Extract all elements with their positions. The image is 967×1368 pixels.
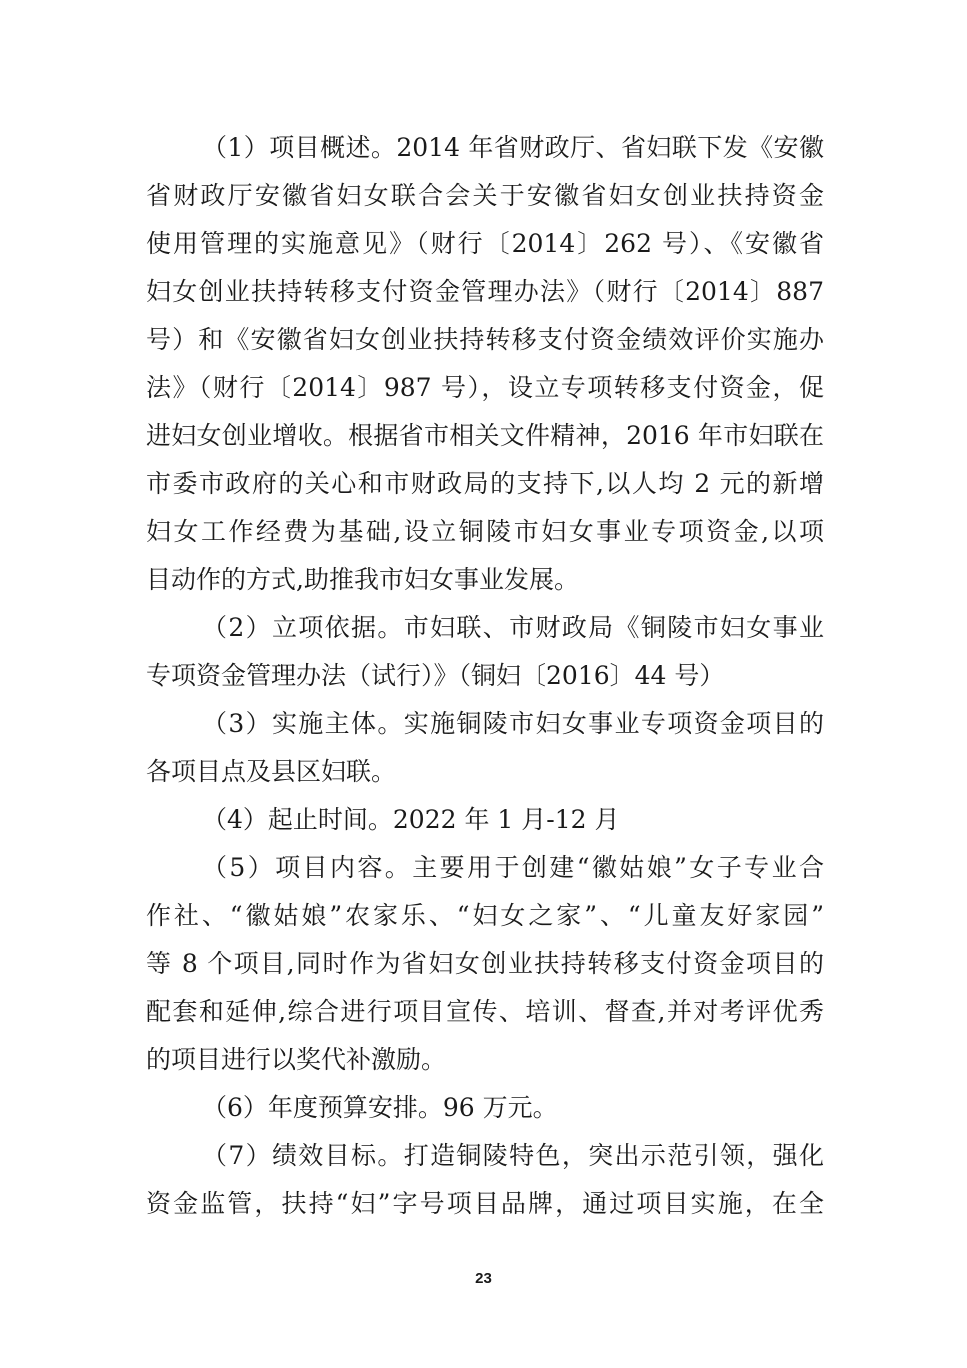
text-line: （4）起止时间。2022 年 1 月-12 月 <box>202 805 620 834</box>
text-line: 省财政厅安徽省妇女联合会关于安徽省妇女创业扶持资金 <box>146 181 824 210</box>
text-line: 目动作的方式,助推我市妇女事业发展。 <box>146 565 579 594</box>
text-line: 专项资金管理办法（试行）》（铜妇〔2016〕44 号） <box>146 661 725 690</box>
text-line: （2）立项依据。市妇联、市财政局《铜陵市妇女事业 <box>202 613 824 642</box>
text-line: 配套和延伸,综合进行项目宣传、培训、督查,并对考评优秀 <box>146 997 824 1026</box>
text-line: （6）年度预算安排。96 万元。 <box>202 1093 558 1122</box>
text-line: 妇女创业扶持转移支付资金管理办法》（财行〔2014〕887 <box>146 277 824 306</box>
text-line: 资金监管，扶持“妇”字号项目品牌，通过项目实施，在全 <box>146 1189 824 1218</box>
text-line: （7）绩效目标。打造铜陵特色，突出示范引领，强化 <box>202 1141 824 1170</box>
text-line: （5）项目内容。主要用于创建“徽姑娘”女子专业合 <box>202 853 824 882</box>
text-line: 号）和《安徽省妇女创业扶持转移支付资金绩效评价实施办 <box>146 325 824 354</box>
text-line: 法》（财行〔2014〕987 号），设立专项转移支付资金，促 <box>146 373 824 402</box>
text-line: 使用管理的实施意见》（财行〔2014〕262 号）、《安徽省 <box>146 229 824 258</box>
text-line: （1）项目概述。2014 年省财政厅、省妇联下发《安徽 <box>202 133 824 162</box>
text-line: 作社、“徽姑娘”农家乐、“妇女之家”、“儿童友好家园” <box>146 901 824 930</box>
text-line: 妇女工作经费为基础,设立铜陵市妇女事业专项资金,以项 <box>146 517 824 546</box>
text-line: （3）实施主体。实施铜陵市妇女事业专项资金项目的 <box>202 709 824 738</box>
text-line: 进妇女创业增收。根据省市相关文件精神，2016 年市妇联在 <box>146 421 824 450</box>
text-line: 等 8 个项目,同时作为省妇女创业扶持转移支付资金项目的 <box>146 949 824 978</box>
text-line: 各项目点及县区妇联。 <box>146 757 397 786</box>
text-line: 市委市政府的关心和市财政局的支持下,以人均 2 元的新增 <box>146 469 824 498</box>
text-line: 的项目进行以奖代补激励。 <box>146 1045 447 1074</box>
page-number: 23 <box>475 1270 492 1287</box>
